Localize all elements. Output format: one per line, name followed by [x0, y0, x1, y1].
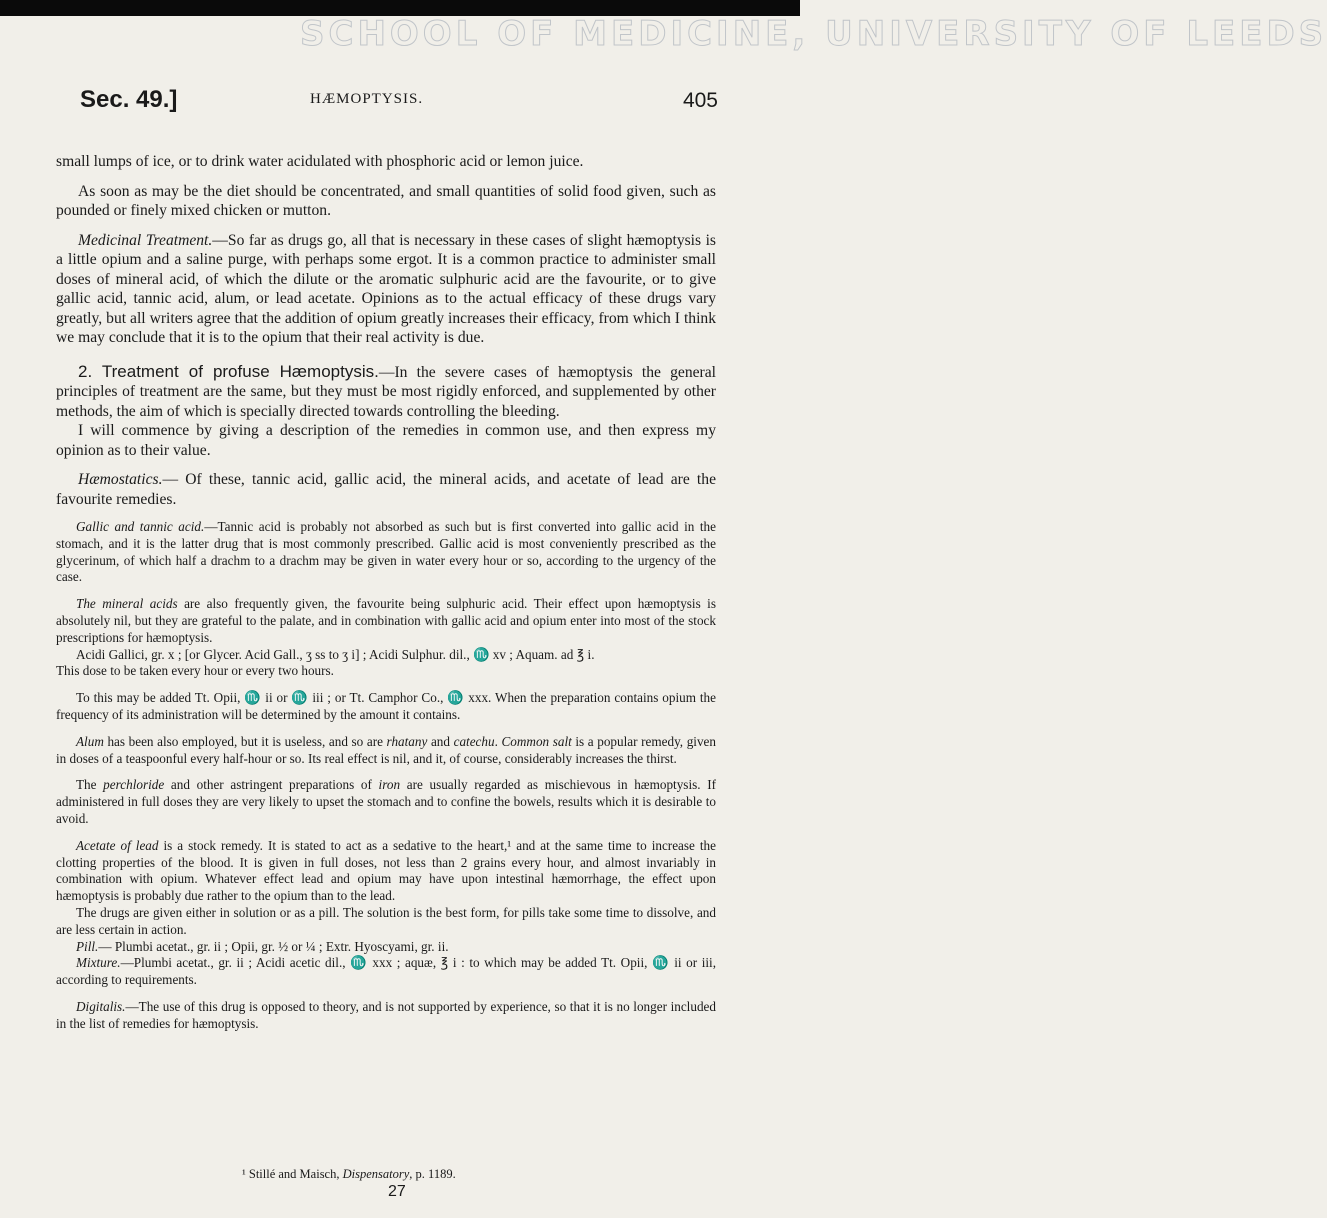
page-body [56, 152, 716, 1202]
page-number: 405 [682, 89, 718, 112]
mineral-heading: The mineral acids [76, 596, 178, 612]
haemostatics-text: — Of these, tannic acid, gallic acid, the mineral acids, and acetate of lead are the favourite remedies. [56, 471, 716, 508]
paragraph-diet: As soon as may be the diet should be concentrated, and small quantities of solid food given, such as pounded or finely mixed chicken or mutton. [56, 182, 716, 219]
haemostatics-heading: Hæmostatics. [78, 471, 163, 488]
paragraph-ice: small lumps of ice, or to drink water acidulated with phosphoric acid or lemon juice. [56, 153, 584, 170]
mineral-text: are also frequently given, the favourite being sulphuric acid. Their effect upon hæmoptysis is absolutely nil, but they are grateful to the palate, and in combination with gallic acid and opium enter into most of the stock prescriptions for hæmoptysis. [56, 596, 716, 645]
page-header [80, 86, 720, 116]
running-title: HÆMOPTYSIS. [310, 91, 424, 107]
digitalis-text: —The use of this drug is opposed to theory, and is not supported by experience, so that it is no longer included in the list of remedies for hæmoptysis. [56, 998, 716, 1031]
medicinal-heading: Medicinal Treatment. [78, 231, 213, 249]
lead-heading: Acetate of lead [76, 837, 159, 853]
library-stamp: SCHOOL OF MEDICINE, UNIVERSITY OF LEEDS [300, 14, 1327, 54]
profuse-text: —In the severe cases of hæmoptysis the general principles of treatment are the same, but they must be most rigidly enforced, and supplemented by other methods, the aim of which is specially directed towards controlling the bleeding. [56, 363, 717, 420]
paragraph-haemostatics [56, 470, 716, 509]
paragraph-forms: The drugs are given either in solution or as a pill. The solution is the best form, for pills take some time to dissolve, and are less certain in action. [56, 904, 716, 937]
paragraph-medicinal [56, 231, 716, 348]
signature-mark: 27 [388, 1183, 406, 1200]
paragraph-profuse [56, 362, 716, 422]
lead-text: is a stock remedy. It is stated to act as a sedative to the heart,¹ and at the same time to increase the clotting properties of the blood. It is given in full doses, not less than 2 grains every hour, and almost invariably in combination with opium. Whatever effect lead and opium may have upon intestinal hæmorrhage, the effect upon hæmoptysis is probably due rather to the opium than to the lead. [56, 837, 716, 904]
paragraph-alum: Alum has been also employed, but it is useless, and so are rhatany and catechu. Common salt is a popular remedy, given in doses of a teaspoonful every half-hour or so. Its real effect is nil, and it, of course, considerably increases the thirst. [56, 733, 717, 766]
paragraph-lead [56, 838, 716, 905]
gallic-text: —Tannic acid is probably not absorbed as such but is first converted into gallic acid in the stomach, and it is the latter drug that is most commonly prescribed. Gallic acid is most conveniently prescribed as the glycerinum, of which half a drachm to a drachm may be given in water every hour or so, according to the urgency of the case. [56, 519, 716, 585]
paragraph-remedies: I will commence by giving a description of the remedies in common use, and then express my opinion as to their value. [56, 422, 716, 459]
section-label: Sec. 49.] [80, 86, 178, 113]
paragraph-opium-addition: To this may be added Tt. Opii, ♏ ii or ♏ iii ; or Tt. Camphor Co., ♏ xxx. When the preparation contains opium the frequency of its administration will be determined by the amount it contains. [56, 690, 716, 722]
digitalis-heading: Digitalis. [76, 998, 126, 1014]
gallic-heading: Gallic and tannic acid. [76, 519, 205, 534]
prescription-mixture: Mixture.—Plumbi acetat., gr. ii ; Acidi acetic dil., ♏ xxx ; aquæ, ℥ i : to which may be added Tt. Opii, ♏ ii or iii, according to requirements. [56, 955, 716, 988]
prescription-pill: Pill.— Plumbi acetat., gr. ii ; Opii, gr. ½ or ¼ ; Extr. Hyoscyami, gr. ii. [76, 938, 449, 954]
paragraph-iron: The perchloride and other astringent preparations of iron are usually regarded as mischievous in hæmoptysis. If administered in full doses they are very likely to upset the stomach and to confine the bowels, results which it is desirable to avoid. [56, 777, 716, 826]
alum-heading: Alum [76, 733, 104, 749]
prescription-gallic: Acidi Gallici, gr. x ; [or Glycer. Acid Gall., ʒ ss to ʒ i] ; Acidi Sulphur. dil., ♏ xv ; Aquam. ad ℥ i. [76, 646, 595, 662]
footnote: ¹ Stillé and Maisch, Dispensatory, p. 1189. [242, 1167, 456, 1181]
prescription-note: This dose to be taken every hour or every two hours. [56, 663, 334, 679]
medicinal-text: —So far as drugs go, all that is necessary in these cases of slight hæmoptysis is a little opium and a saline purge, with perhaps some ergot. It is a common practice to administer small doses of mineral acid, of which the dilute or the aromatic sulphuric acid are the favourite, or to give gallic acid, tannic acid, alum, or lead acetate. Opinions as to the actual efficacy of these drugs vary greatly, but all writers agree that the addition of opium greatly increases their efficacy, from which I think we may conclude that it is to the opium that their real activity is due. [56, 231, 716, 346]
paragraph-mineral [56, 596, 716, 646]
profuse-heading: 2. Treatment of profuse Hæmoptysis. [78, 361, 379, 381]
paragraph-digitalis [56, 999, 716, 1033]
paragraph-gallic [56, 519, 716, 586]
